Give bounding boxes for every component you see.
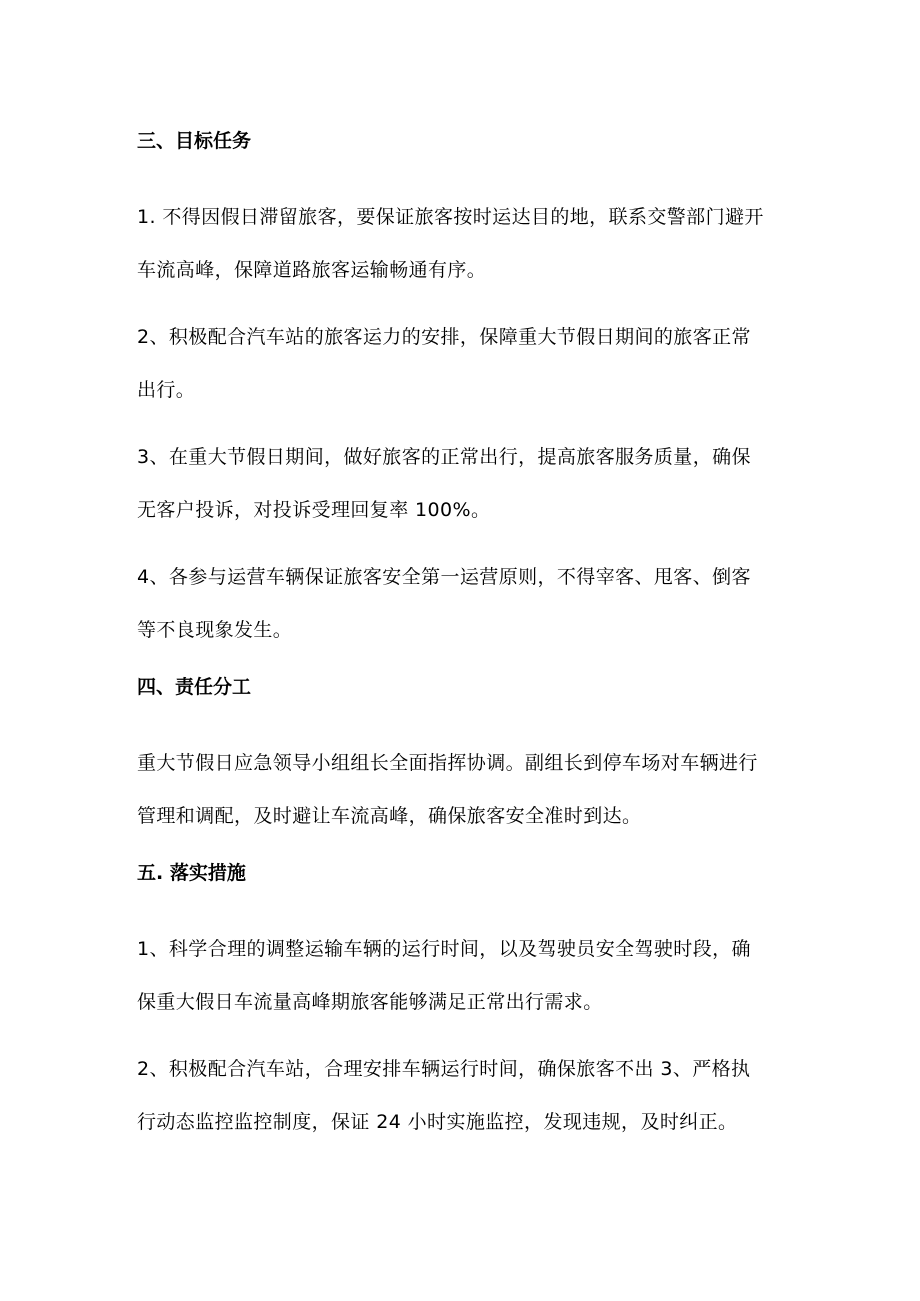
- paragraph-line: 出行。: [137, 379, 196, 401]
- paragraph-line: 2、积极配合汽车站，合理安排车辆运行时间，确保旅客不出 3、严格执: [137, 1058, 751, 1080]
- paragraph: [137, 551, 797, 657]
- paragraph-line: 1、科学合理的调整运输车辆的运行时间，以及驾驶员安全驾驶时段，确: [137, 938, 751, 960]
- paragraph: [137, 923, 797, 1029]
- paragraph-line: 车流高峰，保障道路旅客运输畅通有序。: [137, 259, 487, 281]
- paragraph-line: 管理和调配，及时避让车流高峰，确保旅客安全准时到达。: [137, 805, 642, 827]
- section-heading-targets: 三、目标任务: [137, 130, 252, 152]
- paragraph-line: 保重大假日车流量高峰期旅客能够满足正常出行需求。: [137, 991, 603, 1013]
- paragraph-line: 2、积极配合汽车站的旅客运力的安排，保障重大节假日期间的旅客正常: [137, 326, 751, 348]
- paragraph: [137, 1043, 797, 1149]
- paragraph-line: 行动态监控监控制度，保证 24 小时实施监控，发现违规，及时纠正。: [137, 1111, 738, 1133]
- paragraph-line: 等不良现象发生。: [137, 619, 293, 641]
- paragraph-line: 重大节假日应急领导小组组长全面指挥协调。副组长到停车场对车辆进行: [137, 752, 758, 774]
- paragraph-line: 无客户投诉，对投诉受理回复率 100%。: [137, 499, 491, 521]
- section-heading-measures: 五. 落实措施: [137, 862, 246, 884]
- section-heading-responsibilities: 四、责任分工: [137, 676, 252, 698]
- paragraph: [137, 311, 797, 417]
- paragraph: [137, 191, 797, 297]
- paragraph: [137, 431, 797, 537]
- paragraph-line: 1. 不得因假日滞留旅客，要保证旅客按时运达目的地，联系交警部门避开: [137, 206, 764, 228]
- paragraph: [137, 737, 797, 843]
- paragraph-line: 4、各参与运营车辆保证旅客安全第一运营原则，不得宰客、甩客、倒客: [137, 566, 751, 588]
- paragraph-line: 3、在重大节假日期间，做好旅客的正常出行，提高旅客服务质量，确保: [137, 446, 751, 468]
